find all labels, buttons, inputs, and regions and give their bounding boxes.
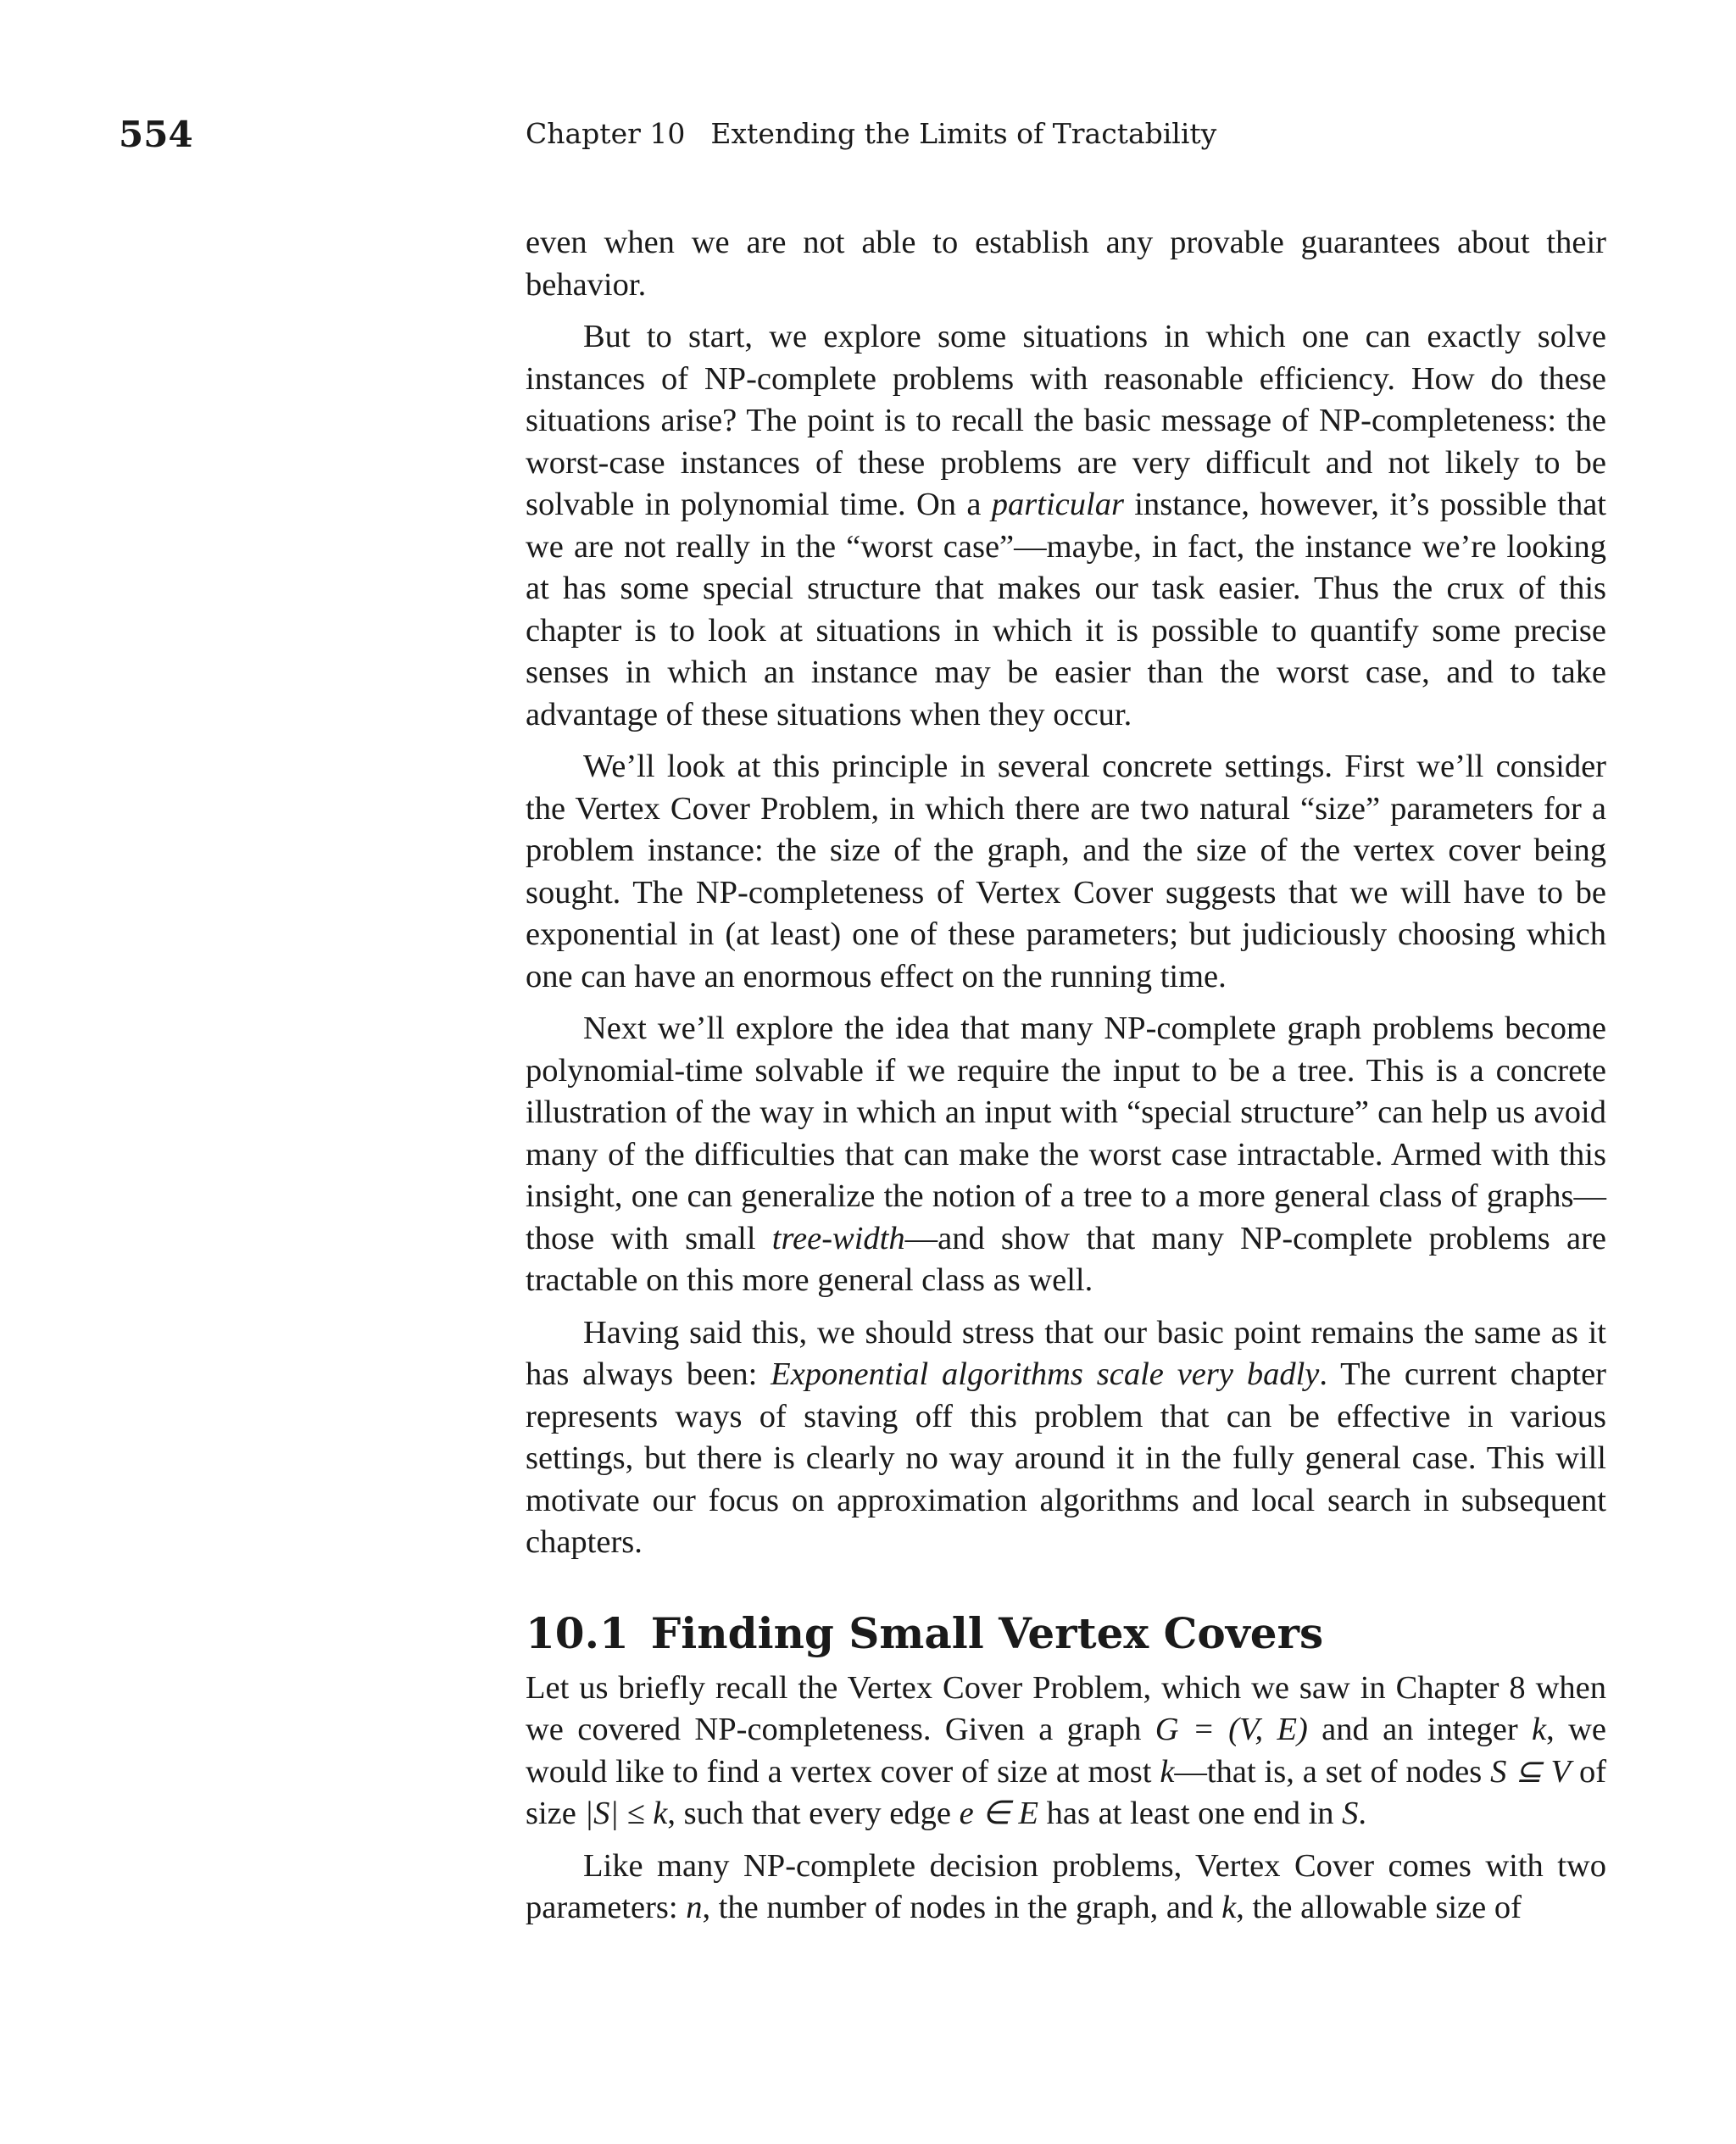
math-k: k: [1160, 1753, 1175, 1790]
text-run: —that is, a set of nodes: [1174, 1753, 1491, 1790]
text-run: Having said this, we should stress that our basic point remains the same as it has always been:: [526, 1314, 1606, 1392]
math-k: k: [1221, 1890, 1237, 1925]
paragraph-trees: [526, 1008, 1606, 1302]
text-run: instance, however, it’s possible that we are not really in the “worst case”—maybe, in fact, the instance we’re looking at has some special structure that makes our task easier. Thus the crux of this chapter is to look at situations in which it is possible to quantify some precise senses in which an instance may be easier than the worst case, and to take advantage of these situations when they occur.: [526, 487, 1606, 732]
paragraph-np-situations: [526, 316, 1606, 736]
text-run: and an integer: [1307, 1712, 1533, 1747]
page-number: 554: [119, 114, 193, 155]
text-run: , the allowable size of: [1236, 1890, 1522, 1925]
text-run: Let us briefly recall the Vertex Cover Problem, which we saw in Chapter 8 when we covered NP-completeness. Given a graph: [526, 1669, 1606, 1747]
paragraph-vertex-cover-intro: We’ll look at this principle in several concrete settings. First we’ll consider the Vertex Cover Problem, in which there are two natural “size” parameters for a problem instance: the size of the graph, and the size of the vertex cover being sought. The NP-completeness of Vertex Cover suggests that we will have to be exponential in (at least) one of these parameters; but judiciously choosing which one can have an enormous effect on the running time.: [526, 749, 1606, 994]
text-run: , we would like to find a vertex cover of size at most: [526, 1712, 1606, 1790]
math-graph: G = (V, E): [1155, 1712, 1308, 1747]
paragraph-vertex-cover-definition: [526, 1668, 1606, 1835]
emphasis: tree-width: [771, 1220, 905, 1256]
text-run: of size: [526, 1753, 1607, 1831]
text-run: Like many NP-complete decision problems, Vertex Cover comes with two parameters:: [526, 1847, 1606, 1925]
chapter-label: Chapter 10: [526, 117, 686, 150]
math-size-bound: |S| ≤ k: [584, 1796, 668, 1831]
text-run: has at least one end in: [1038, 1796, 1343, 1831]
paragraph-exponential: [526, 1312, 1606, 1564]
section-title: Finding Small Vertex Covers: [650, 1607, 1324, 1658]
math-n: n: [686, 1890, 703, 1925]
math-s: S: [1342, 1796, 1359, 1831]
text-run: .: [1358, 1796, 1367, 1831]
text-run: But to start, we explore some situations in which one can exactly solve instances of NP-complete problems with reasonable efficiency. How do these situations arise? The point is to recall the basic message of NP-completeness: the worst-case instances of these problems are very difficult and not likely to be solvable in polynomial time. On a: [526, 319, 1606, 522]
text-run: . The current chapter represents ways of staving off this problem that can be effective in various settings, but there is clearly no way around it in the fully general case. This will motivate our focus on approximation algorithms and local search in subsequent chapters.: [526, 1356, 1606, 1560]
chapter-title: Extending the Limits of Tractability: [710, 117, 1217, 150]
math-k: k: [1532, 1712, 1547, 1747]
text-run: Next we’ll explore the idea that many NP-complete graph problems become polynomial-time solvable if we require the input to be a tree. This is a concrete illustration of the way in which an input with “special structure” can help us avoid many of the difficulties that can make the worst case intractable. Armed with this insight, one can generalize the notion of a tree to a more general class of graphs—those with small: [526, 1011, 1606, 1256]
body-text: [526, 222, 1606, 1940]
running-head: [526, 115, 1216, 153]
paragraph-parameters: [526, 1846, 1606, 1930]
emphasis: particular: [991, 487, 1124, 522]
text-run: , the number of nodes in the graph, and: [702, 1890, 1222, 1925]
emphasis: Exponential algorithms scale very badly: [771, 1356, 1320, 1392]
section-number: 10.1: [526, 1607, 629, 1658]
math-subset: S ⊆ V: [1490, 1753, 1572, 1790]
text-run: —and show that many NP-complete problems are tractable on this more general class as well.: [526, 1220, 1607, 1298]
section-heading: [526, 1607, 1606, 1661]
paragraph-continuation: even when we are not able to establish any provable guarantees about their behavior.: [526, 225, 1606, 303]
text-run: , such that every edge: [667, 1796, 960, 1831]
math-edge: e ∈ E: [959, 1796, 1039, 1831]
